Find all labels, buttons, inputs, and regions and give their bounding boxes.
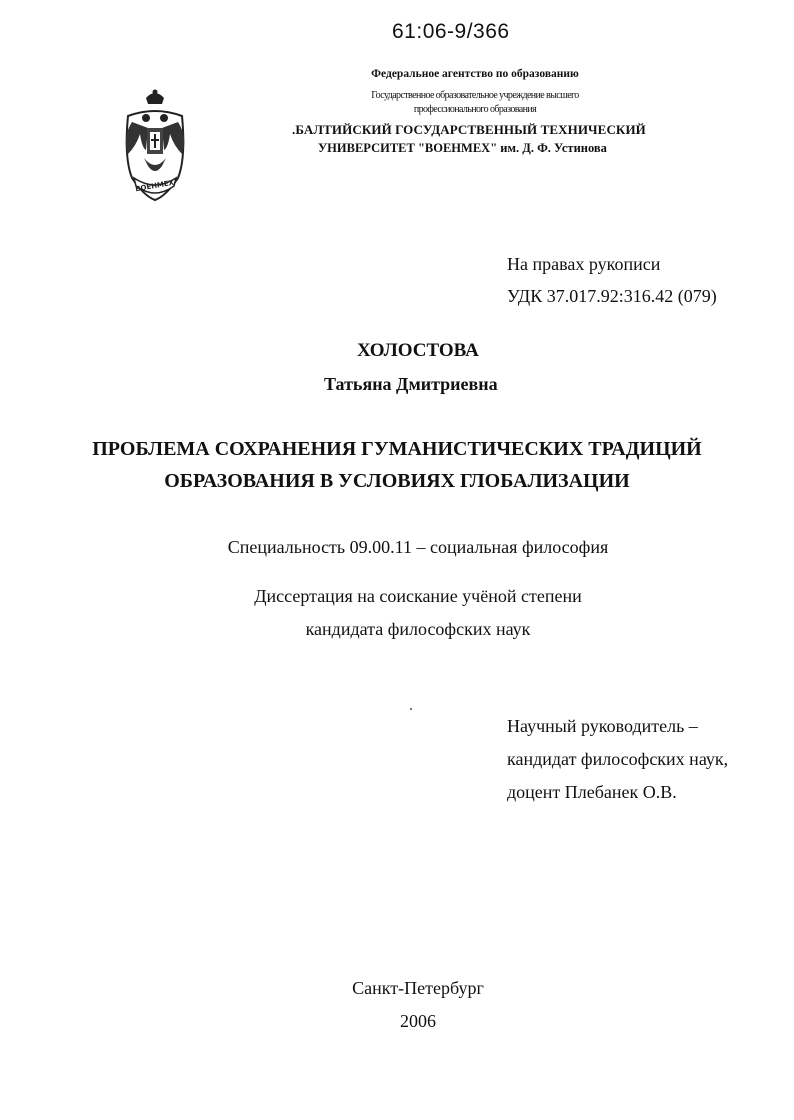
archive-code: 61:06-9/366 xyxy=(392,20,510,43)
institution-line-2: профессионального образования xyxy=(413,104,537,115)
author-given-names: Татьяна Дмитриевна xyxy=(324,374,498,394)
scan-speck xyxy=(410,708,412,710)
supervisor-line-1: Научный руководитель – xyxy=(507,716,698,736)
university-line-1: .БАЛТИЙСКИЙ ГОСУДАРСТВЕННЫЙ ТЕХНИЧЕСКИЙ xyxy=(292,122,646,137)
specialty: Специальность 09.00.11 – социальная философия xyxy=(227,537,609,557)
thesis-title-line-2: ОБРАЗОВАНИЯ В УСЛОВИЯХ ГЛОБАЛИЗАЦИИ xyxy=(164,470,630,492)
supervisor-line-2: кандидат философских наук, xyxy=(507,749,729,769)
dissertation-line-1: Диссертация на соискание учёной степени xyxy=(254,586,582,606)
dissertation-line-2: кандидата философских наук xyxy=(305,619,531,639)
manuscript-rights: На правах рукописи xyxy=(507,254,661,274)
svg-text:ВОЕНМЕХ: ВОЕНМЕХ xyxy=(134,178,175,194)
university-emblem-icon xyxy=(118,88,192,204)
year: 2006 xyxy=(400,1011,436,1031)
city: Санкт-Петербург xyxy=(352,978,484,998)
author-surname: ХОЛОСТОВА xyxy=(357,340,479,361)
thesis-title-line-1: ПРОБЛЕМА СОХРАНЕНИЯ ГУМАНИСТИЧЕСКИХ ТРАДИЦИЙ xyxy=(92,438,702,460)
udk-code: УДК 37.017.92:316.42 (079) xyxy=(507,286,717,306)
agency-name: Федеральное агентство по образованию xyxy=(371,68,579,80)
supervisor-line-3: доцент Плебанек О.В. xyxy=(507,782,677,802)
institution-line-1: Государственное образовательное учреждение высшего xyxy=(371,90,579,101)
university-line-2: УНИВЕРСИТЕТ "ВОЕНМЕХ" им. Д. Ф. Устинова xyxy=(318,141,607,155)
